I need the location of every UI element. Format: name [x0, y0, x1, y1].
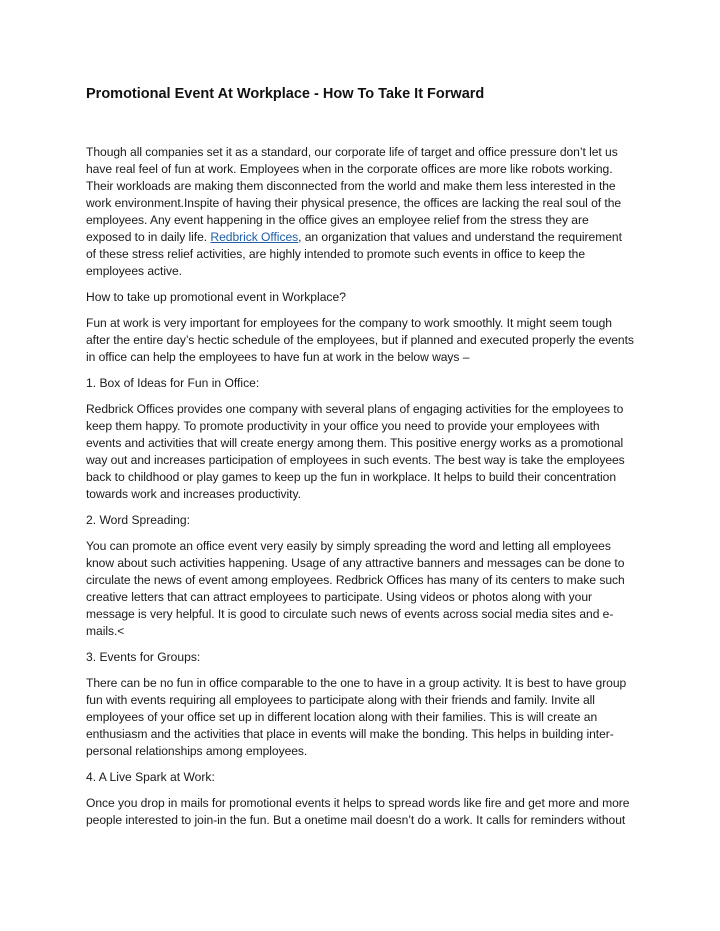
section-body-events-for-groups: There can be no fun in office comparable to the one to have in a group activity. It is best to have group fun with events requiring all employees to participate along with their friends and family. Invite all employees of your office set up in different location along with their families. This is will create an enthusiasm and the activities that place in events will make the bonding. This helps in building inter-personal relationships among employees. — [86, 676, 627, 758]
section-heading-box-of-ideas: 1. Box of Ideas for Fun in Office: — [86, 376, 260, 390]
fun-paragraph: Fun at work is very important for employees for the company to work smoothly. It might seem tough after the entire day’s hectic schedule of the employees, but if planned and executed properly the events in office can help the employees to have fun at work in the below ways – — [86, 316, 634, 364]
intro-text-before-link: Though all companies set it as a standard, our corporate life of target and office pressure don’t let us have real feel of fun at work. Employees when in the corporate offices are more like robots working. Their workloads are making them disconnected from the world and make them less interested in the work environment.Inspite of having their physical presence, the offices are lacking the real soul of the employees. Any event happening in the office gives an employee relief from the stress they are exposed to in daily life. — [86, 145, 622, 244]
section-body-word-spreading: You can promote an office event very easily by simply spreading the word and letting all employees know about such activities happening. Usage of any attractive banners and messages can be done to circulate the news of event among employees. Redbrick Offices has many of its centers to make such creative letters that can attract employees to participate. Using videos or photos along with your message is very helpful. It is good to circulate such news of events across social media sites and e-mails.< — [86, 539, 625, 638]
section-body-box-of-ideas: Redbrick Offices provides one company with several plans of engaging activities for the employees to keep them happy. To promote productivity in your office you need to provide your employees with events and activities that will create energy among them. This positive energy works as a promotional way out and increases participation of employees in such events. The best way is take the employees back to childhood or play games to keep up the fun in workplace. It helps to build their concentration towards work and increases productivity. — [86, 402, 625, 501]
page-title: Promotional Event At Workplace - How To Take It Forward — [86, 86, 485, 102]
page-bottom-margin — [0, 836, 720, 931]
intro-text-after-link: , an organization that values and understand the requirement of these stress relief activities, are highly intended to promote such events in office to keep the employees active. — [86, 230, 622, 278]
question-heading: How to take up promotional event in Workplace? — [86, 290, 346, 304]
redbrick-offices-link[interactable]: Redbrick Offices — [210, 230, 299, 244]
section-heading-live-spark: 4. A Live Spark at Work: — [86, 770, 215, 784]
section-heading-events-for-groups: 3. Events for Groups: — [86, 650, 201, 664]
intro-paragraph — [86, 144, 634, 280]
section-heading-word-spreading: 2. Word Spreading: — [86, 513, 190, 527]
section-body-live-spark: Once you drop in mails for promotional events it helps to spread words like fire and get more and more people interested to join-in the fun. But a onetime mail doesn’t do a work. It calls for reminders without — [86, 796, 630, 827]
